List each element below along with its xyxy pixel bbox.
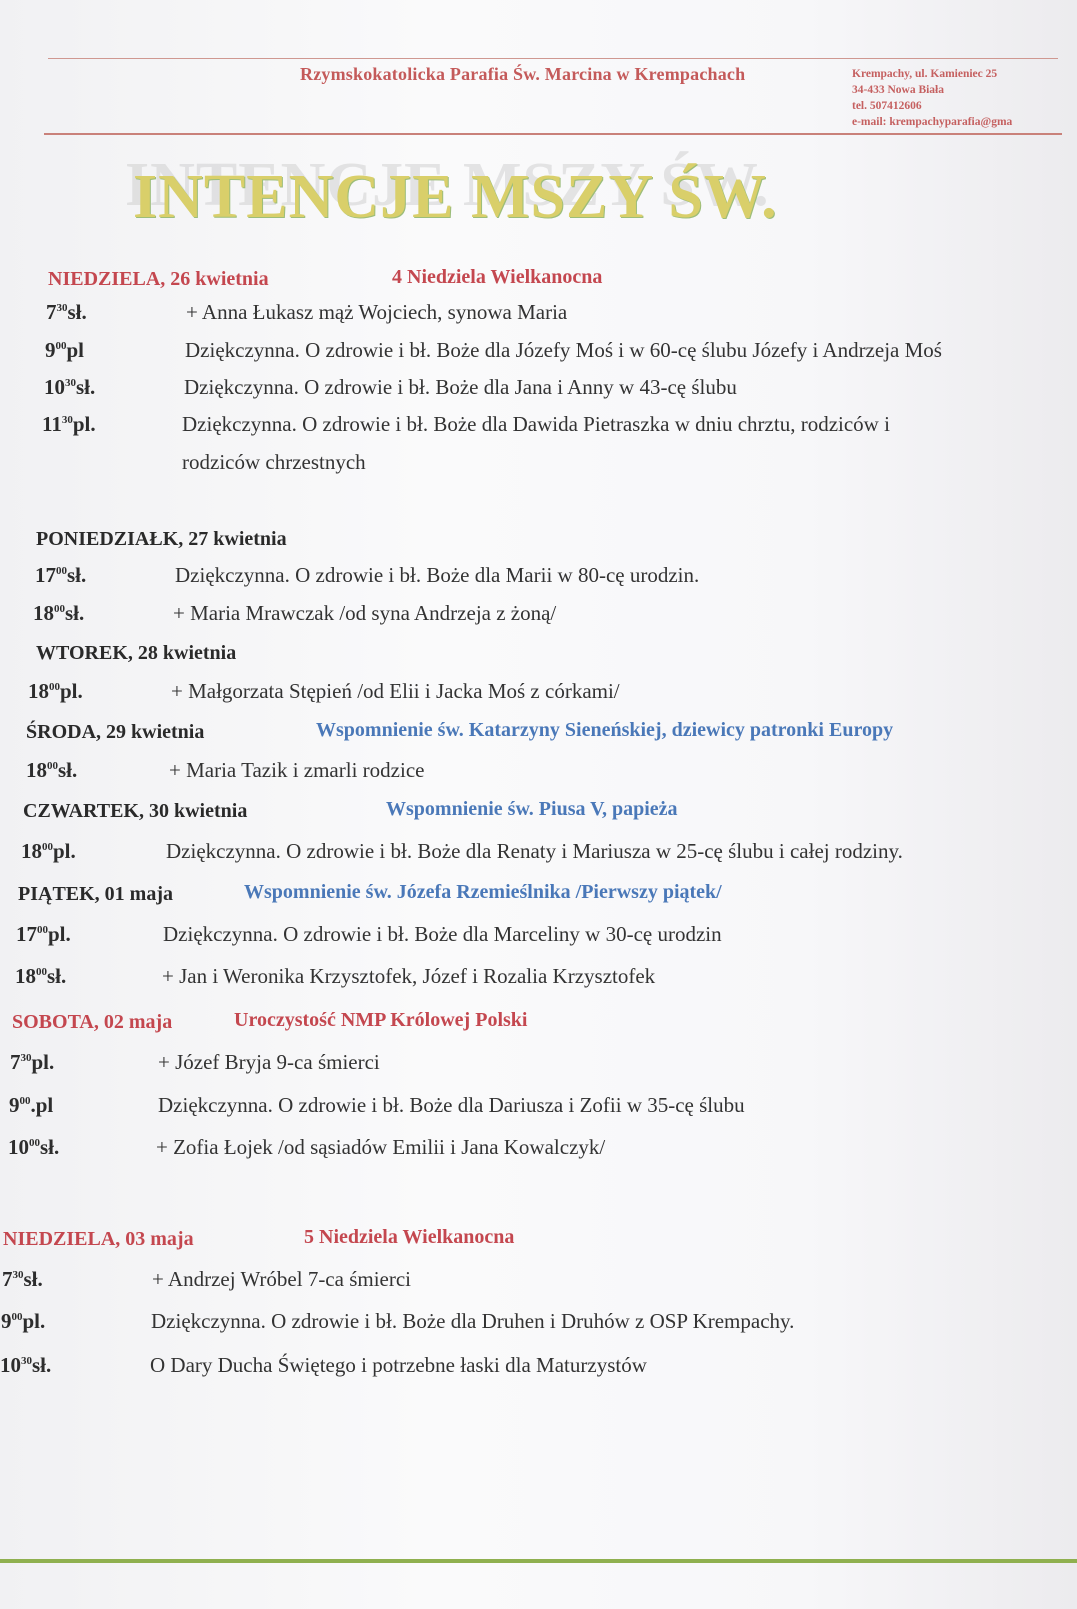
feast-label: Wspomnienie św. Józefa Rzemieślnika /Pierwszy piątek/ bbox=[244, 881, 722, 903]
mass-row bbox=[15, 964, 656, 989]
mass-time: $18^{00}sł$. bbox=[26, 758, 78, 782]
mass-time: $18^{00}sł$. bbox=[15, 964, 67, 988]
mass-time: $11^{30}pl$. bbox=[42, 412, 96, 436]
mass-intention: Dziękczynna. O zdrowie i bł. Boże dla Dariusza i Zofii w 35-cę ślubu bbox=[158, 1093, 745, 1117]
day-header bbox=[36, 526, 287, 551]
mass-intention: Dziękczynna. O zdrowie i bł. Boże dla Marceliny w 30-cę urodzin bbox=[163, 922, 722, 946]
mass-time: $17^{00}sł$. bbox=[35, 563, 87, 587]
day-header bbox=[3, 1226, 515, 1251]
feast-label: 5 Niedziela Wielkanocna bbox=[304, 1226, 515, 1248]
mass-row bbox=[1, 1309, 795, 1334]
email: e-mail: krempachyparafia@gma bbox=[852, 116, 1013, 128]
mass-intention: + Jan i Weronika Krzysztofek, Józef i Rozalia Krzysztofek bbox=[162, 964, 656, 988]
day-label: PONIEDZIAŁK, 27 kwietnia bbox=[36, 528, 287, 550]
mass-intention: rodziców chrzestnych bbox=[182, 450, 366, 474]
mass-intention: + Zofia Łojek /od sąsiadów Emilii i Jana Kowalczyk/ bbox=[156, 1135, 606, 1159]
mass-row bbox=[16, 922, 722, 947]
parish-name: Rzymskokatolicka Parafia Św. Marcina w Krempachach bbox=[300, 64, 746, 84]
mass-time: $10^{30}sł$. bbox=[0, 1353, 52, 1377]
address-line-2: 34-433 Nowa Biała bbox=[852, 84, 944, 96]
header-rule bbox=[44, 133, 1062, 135]
mass-intention: + Maria Tazik i zmarli rodzice bbox=[169, 758, 425, 782]
mass-time: $18^{00}pl$. bbox=[28, 679, 83, 703]
day-label: PIĄTEK, 01 maja bbox=[18, 883, 173, 905]
mass-time: $18^{00}pl$. bbox=[21, 839, 76, 863]
footer-rule bbox=[0, 1559, 1077, 1563]
day-header bbox=[18, 881, 722, 906]
mass-intention: + Anna Łukasz mąż Wojciech, synowa Maria bbox=[186, 300, 568, 324]
mass-time: $7^{30}pl$. bbox=[10, 1050, 55, 1074]
mass-row bbox=[33, 601, 557, 626]
mass-time: $7^{30}sł$. bbox=[46, 300, 87, 324]
mass-row bbox=[8, 1135, 606, 1160]
mass-intention: Dziękczynna. O zdrowie i bł. Boże dla Druhen i Druhów z OSP Krempachy. bbox=[151, 1309, 795, 1333]
contact-block bbox=[852, 66, 1012, 130]
mass-row bbox=[44, 375, 737, 400]
day-header bbox=[23, 798, 678, 823]
day-header bbox=[36, 640, 236, 665]
day-label: WTOREK, 28 kwietnia bbox=[36, 642, 237, 664]
mass-row-continuation bbox=[182, 450, 366, 475]
mass-time: $9^{00}pl$ bbox=[45, 338, 85, 362]
mass-row bbox=[9, 1093, 745, 1118]
mass-row bbox=[28, 679, 620, 704]
day-header bbox=[12, 1009, 528, 1034]
mass-time: $17^{00}pl$. bbox=[16, 922, 71, 946]
top-rule bbox=[48, 58, 1058, 59]
feast-label: 4 Niedziela Wielkanocna bbox=[392, 266, 603, 288]
mass-time: $7^{30}sł$. bbox=[2, 1267, 43, 1291]
day-label: SOBOTA, 02 maja bbox=[12, 1011, 173, 1033]
mass-intention: + Małgorzata Stępień /od Elii i Jacka Moś z córkami/ bbox=[171, 679, 620, 703]
mass-row bbox=[10, 1050, 380, 1075]
mass-row bbox=[21, 839, 903, 864]
mass-intention: O Dary Ducha Świętego i potrzebne łaski dla Maturzystów bbox=[150, 1353, 647, 1377]
mass-row bbox=[45, 338, 942, 363]
mass-row bbox=[46, 300, 568, 325]
mass-row bbox=[35, 563, 700, 588]
mass-intention: Dziękczynna. O zdrowie i bł. Boże dla Marii w 80-cę urodzin. bbox=[175, 563, 700, 587]
phone: tel. 507412606 bbox=[852, 100, 922, 112]
feast-label: Uroczystość NMP Królowej Polski bbox=[234, 1009, 528, 1031]
mass-intention: Dziękczynna. O zdrowie i bł. Boże dla Dawida Pietraszka w dniu chrztu, rodziców i bbox=[182, 412, 890, 436]
day-label: NIEDZIELA, 03 maja bbox=[3, 1228, 194, 1250]
mass-intention: Dziękczynna. O zdrowie i bł. Boże dla Józefy Moś i w 60-cę ślubu Józefy i Andrzeja Moś bbox=[185, 338, 942, 362]
mass-time: $9^{00}.pl$ bbox=[9, 1093, 54, 1117]
mass-intention: + Józef Bryja 9-ca śmierci bbox=[158, 1050, 380, 1074]
day-label: CZWARTEK, 30 kwietnia bbox=[23, 800, 248, 822]
mass-intention: Dziękczynna. O zdrowie i bł. Boże dla Renaty i Mariusza w 25-cę ślubu i całej rodziny. bbox=[166, 839, 903, 863]
mass-intention: + Andrzej Wróbel 7-ca śmierci bbox=[152, 1267, 412, 1291]
day-label: ŚRODA, 29 kwietnia bbox=[26, 721, 205, 743]
mass-row bbox=[0, 1353, 647, 1378]
feast-label: Wspomnienie św. Piusa V, papieża bbox=[386, 798, 678, 820]
address-line-1: Krempachy, ul. Kamieniec 25 bbox=[852, 68, 998, 80]
mass-time: $10^{00}sł$. bbox=[8, 1135, 60, 1159]
mass-row bbox=[26, 758, 425, 783]
mass-time: $9^{00}pl$. bbox=[1, 1309, 46, 1333]
day-label: NIEDZIELA, 26 kwietnia bbox=[48, 268, 269, 290]
mass-intention: + Maria Mrawczak /od syna Andrzeja z żoną/ bbox=[173, 601, 557, 625]
mass-time: $10^{30}sł$. bbox=[44, 375, 96, 399]
mass-row bbox=[2, 1267, 412, 1292]
day-header bbox=[48, 266, 603, 291]
day-header bbox=[26, 719, 894, 744]
mass-intention: Dziękczynna. O zdrowie i bł. Boże dla Jana i Anny w 43-cę ślubu bbox=[184, 375, 737, 399]
mass-time: $18^{00}sł$. bbox=[33, 601, 85, 625]
page-title: INTENCJE MSZY ŚW. bbox=[133, 163, 778, 231]
mass-row bbox=[42, 412, 890, 437]
feast-label: Wspomnienie św. Katarzyny Sieneńskiej, dziewicy patronki Europy bbox=[316, 719, 894, 741]
